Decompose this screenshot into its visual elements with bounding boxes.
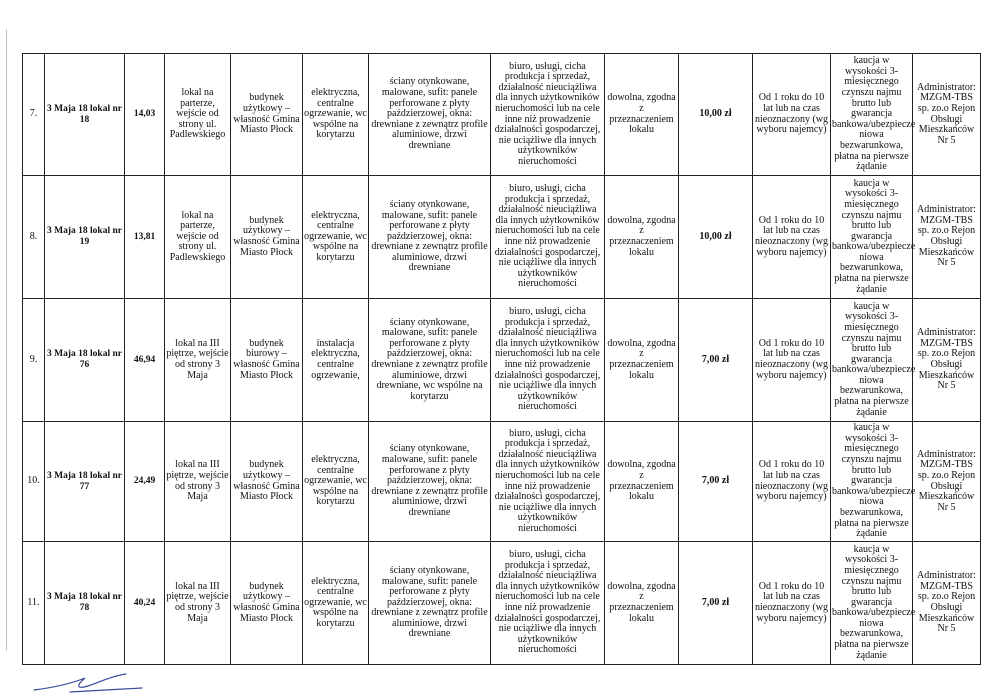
document-page — [22, 53, 976, 665]
building-cell: budynek użytkowy – własność Gmina Miasto Płock — [231, 422, 303, 542]
utilities-cell: elektryczna, centralne ogrzewanie, wc wspólne na korytarzu — [303, 542, 369, 665]
area-cell: 46,94 — [125, 299, 165, 422]
location-cell: lokal na III piętrze, wejście od strony 3 Maja — [165, 299, 231, 422]
utilities-cell: instalacja elektryczna, centralne ogrzewanie, — [303, 299, 369, 422]
table-row — [23, 54, 981, 176]
location-cell: lokal na III piętrze, wejście od strony 3 Maja — [165, 422, 231, 542]
condition-cell: ściany otynkowane, malowane, sufit: panele perforowane z płyty paździerzowej, okna: drewniane z zewnątrz profile aluminiowe, drzwi drewniane — [369, 422, 491, 542]
building-cell: budynek użytkowy – własność Gmina Miasto Płock — [231, 54, 303, 176]
administrator-cell: Administrator: MZGM-TBS sp. zo.o Rejon Obsługi Mieszkańców Nr 5 — [913, 299, 981, 422]
row-number: 11. — [23, 542, 45, 665]
condition-cell: ściany otynkowane, malowane, sufit: panele perforowane z płyty paździerzowej, okna: drewniane z zewnątrz profile aluminiowe, drzwi drewniane, wc wspólne na korytarzu — [369, 299, 491, 422]
signature-mark — [30, 670, 150, 696]
building-cell: budynek użytkowy – własność Gmina Miasto Płock — [231, 542, 303, 665]
adaptation-cell: dowolna, zgodna z przeznaczeniem lokalu — [605, 299, 679, 422]
address-cell: 3 Maja 18 lokal nr 78 — [45, 542, 125, 665]
row-number: 8. — [23, 176, 45, 299]
area-cell: 40,24 — [125, 542, 165, 665]
area-cell: 14,03 — [125, 54, 165, 176]
deposit-cell: kaucja w wysokości 3-miesięcznego czynszu najmu brutto lub gwarancja bankowa/ubezpiecze niowa bezwarunkowa, płatna na pierwsze żądanie — [831, 176, 913, 299]
lease-period-cell: Od 1 roku do 10 lat lub na czas nieoznaczony (wg wyboru najemcy) — [753, 299, 831, 422]
deposit-cell: kaucja w wysokości 3-miesięcznego czynszu najmu brutto lub gwarancja bankowa/ubezpiecze niowa bezwarunkowa, płatna na pierwsze żądanie — [831, 54, 913, 176]
adaptation-cell: dowolna, zgodna z przeznaczeniem lokalu — [605, 542, 679, 665]
rent-cell: 7,00 zł — [679, 422, 753, 542]
row-number: 7. — [23, 54, 45, 176]
condition-cell: ściany otynkowane, malowane, sufit: panele perforowane z płyty paździerzowej, okna: drewniane z zewnątrz profile aluminiowe, drzwi drewniane — [369, 542, 491, 665]
utilities-cell: elektryczna, centralne ogrzewanie, wc wspólne na korytarzu — [303, 176, 369, 299]
rent-cell: 10,00 zł — [679, 176, 753, 299]
administrator-cell: Administrator: MZGM-TBS sp. zo.o Rejon Obsługi Mieszkańców Nr 5 — [913, 54, 981, 176]
utilities-cell: elektryczna, centralne ogrzewanie, wc wspólne na korytarzu — [303, 54, 369, 176]
administrator-cell: Administrator: MZGM-TBS sp. zo.o Rejon Obsługi Mieszkańców Nr 5 — [913, 422, 981, 542]
area-cell: 13,81 — [125, 176, 165, 299]
table-row — [23, 176, 981, 299]
deposit-cell: kaucja w wysokości 3-miesięcznego czynszu najmu brutto lub gwarancja bankowa/ubezpiecze niowa bezwarunkowa, płatna na pierwsze żądanie — [831, 299, 913, 422]
row-number: 10. — [23, 422, 45, 542]
adaptation-cell: dowolna, zgodna z przeznaczeniem lokalu — [605, 54, 679, 176]
administrator-cell: Administrator: MZGM-TBS sp. zo.o Rejon Obsługi Mieszkańców Nr 5 — [913, 176, 981, 299]
location-cell: lokal na parterze, wejście od strony ul. Padlewskiego — [165, 176, 231, 299]
table-row — [23, 299, 981, 422]
location-cell: lokal na III piętrze, wejście od strony 3 Maja — [165, 542, 231, 665]
lease-period-cell: Od 1 roku do 10 lat lub na czas nieoznaczony (wg wyboru najemcy) — [753, 176, 831, 299]
deposit-cell: kaucja w wysokości 3-miesięcznego czynszu najmu brutto lub gwarancja bankowa/ubezpiecze niowa bezwarunkowa, płatna na pierwsze żądanie — [831, 542, 913, 665]
purpose-cell: biuro, usługi, cicha produkcja i sprzedaż, działalność nieuciążliwa dla innych użytkowników nieruchomości lub na cele inne niż prowadzenie działalności gospodarczej, nie uciążliwe dla innych użytkowników nieruchomości — [491, 542, 605, 665]
condition-cell: ściany otynkowane, malowane, sufit: panele perforowane z płyty paździerzowej, okna: drewniane z zewnątrz profile aluminiowe, drzwi drewniane — [369, 176, 491, 299]
purpose-cell: biuro, usługi, cicha produkcja i sprzedaż, działalność nieuciążliwa dla innych użytkowników nieruchomości lub na cele inne niż prowadzenie działalności gospodarczej, nie uciążliwe dla innych użytkowników nieruchomości — [491, 176, 605, 299]
row-number: 9. — [23, 299, 45, 422]
area-cell: 24,49 — [125, 422, 165, 542]
adaptation-cell: dowolna, zgodna z przeznaczeniem lokalu — [605, 176, 679, 299]
location-cell: lokal na parterze, wejście od strony ul. Padlewskiego — [165, 54, 231, 176]
purpose-cell: biuro, usługi, cicha produkcja i sprzedaż, działalność nieuciążliwa dla innych użytkowników nieruchomości lub na cele inne niż prowadzenie działalności gospodarczej, nie uciążliwe dla innych użytkowników nieruchomości — [491, 299, 605, 422]
lease-period-cell: Od 1 roku do 10 lat lub na czas nieoznaczony (wg wyboru najemcy) — [753, 422, 831, 542]
rent-cell: 7,00 zł — [679, 542, 753, 665]
purpose-cell: biuro, usługi, cicha produkcja i sprzedaż, działalność nieuciążliwa dla innych użytkowników nieruchomości lub na cele inne niż prowadzenie działalności gospodarczej, nie uciążliwe dla innych użytkowników nieruchomości — [491, 54, 605, 176]
purpose-cell: biuro, usługi, cicha produkcja i sprzedaż, działalność nieuciążliwa dla innych użytkowników nieruchomości lub na cele inne niż prowadzenie działalności gospodarczej, nie uciążliwe dla innych użytkowników nieruchomości — [491, 422, 605, 542]
address-cell: 3 Maja 18 lokal nr 76 — [45, 299, 125, 422]
address-cell: 3 Maja 18 lokal nr 18 — [45, 54, 125, 176]
table-row — [23, 422, 981, 542]
table-row — [23, 542, 981, 665]
lease-period-cell: Od 1 roku do 10 lat lub na czas nieoznaczony (wg wyboru najemcy) — [753, 542, 831, 665]
rent-cell: 7,00 zł — [679, 299, 753, 422]
page-margin-rule — [6, 30, 7, 650]
premises-table — [22, 53, 981, 665]
rent-cell: 10,00 zł — [679, 54, 753, 176]
deposit-cell: kaucja w wysokości 3-miesięcznego czynszu najmu brutto lub gwarancja bankowa/ubezpiecze niowa bezwarunkowa, płatna na pierwsze żądanie — [831, 422, 913, 542]
lease-period-cell: Od 1 roku do 10 lat lub na czas nieoznaczony (wg wyboru najemcy) — [753, 54, 831, 176]
administrator-cell: Administrator: MZGM-TBS sp. zo.o Rejon Obsługi Mieszkańców Nr 5 — [913, 542, 981, 665]
address-cell: 3 Maja 18 lokal nr 77 — [45, 422, 125, 542]
building-cell: budynek użytkowy – własność Gmina Miasto Płock — [231, 176, 303, 299]
adaptation-cell: dowolna, zgodna z przeznaczeniem lokalu — [605, 422, 679, 542]
condition-cell: ściany otynkowane, malowane, sufit: panele perforowane z płyty paździerzowej, okna: drewniane z zewnątrz profile aluminiowe, drzwi drewniane — [369, 54, 491, 176]
address-cell: 3 Maja 18 lokal nr 19 — [45, 176, 125, 299]
building-cell: budynek biurowy – własność Gmina Miasto Płock — [231, 299, 303, 422]
utilities-cell: elektryczna, centralne ogrzewanie, wc wspólne na korytarzu — [303, 422, 369, 542]
